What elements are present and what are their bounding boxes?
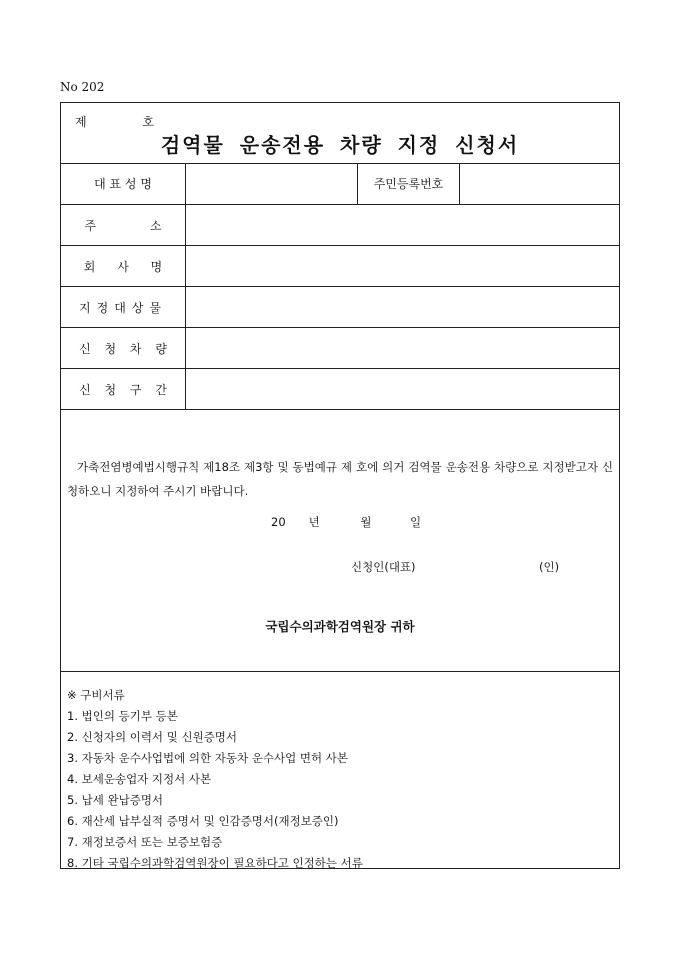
form-title: 검역물 운송전용 차량 지정 신청서: [160, 133, 520, 157]
row-company: [61, 246, 619, 287]
list-item: 8. 기타 국립수의과학검역원장이 필요하다고 인정하는 서류: [67, 856, 363, 870]
date-month-unit: 월: [360, 515, 372, 529]
list-item: 1. 법인의 등기부 등본: [67, 709, 178, 723]
target-label: 지정대상물: [61, 287, 186, 327]
list-item: 2. 신청자의 이력서 및 신원증명서: [67, 730, 238, 744]
date-day-unit: 일: [409, 515, 422, 529]
row-vehicle: [61, 328, 619, 369]
required-docs-heading: ※ 구비서류: [67, 688, 125, 702]
section-label: 신 청 구 간: [61, 369, 186, 409]
applicant-label: 신청인(대표): [351, 560, 416, 574]
date-year-unit: 년: [308, 515, 320, 529]
list-item: 7. 재정보증서 또는 보증보험증: [67, 835, 223, 849]
application-statement: [61, 409, 619, 672]
application-form: [60, 102, 620, 869]
list-item: 6. 재산세 납부실적 증명서 및 인감증명서(재정보증인): [67, 814, 339, 828]
address-field[interactable]: [186, 205, 619, 245]
resident-no-field[interactable]: [460, 163, 619, 204]
target-field[interactable]: [186, 287, 619, 327]
row-section: [61, 369, 619, 410]
vehicle-field[interactable]: [186, 328, 619, 368]
section-field[interactable]: [186, 369, 619, 409]
rep-name-label: 대 표 성 명: [61, 163, 186, 204]
statement-paragraph: 가축전염병예법시행규칙 제18조 제3항 및 동법예규 제 호에 의거 검역물 운송전용 차량으로 지정받고자 신청하오니 지정하여 주시기 바랍니다.: [67, 460, 613, 498]
address-label: 주 소: [61, 205, 186, 245]
row-representative: [61, 163, 619, 205]
row-address: [61, 205, 619, 246]
date-year: 20: [271, 515, 286, 529]
row-target: [61, 287, 619, 328]
list-item: 5. 납세 완납증명서: [67, 793, 164, 807]
form-number: No 202: [60, 80, 105, 94]
company-field[interactable]: [186, 246, 619, 286]
applicant-info-table: [61, 163, 619, 410]
addressee: 국립수의과학검역원장 귀하: [265, 619, 415, 634]
company-label: 회 사 명: [61, 246, 186, 286]
seal-label: (인): [539, 560, 560, 574]
vehicle-label: 신 청 차 량: [61, 328, 186, 368]
list-item: 4. 보세운송업자 지정서 사본: [67, 772, 212, 786]
list-item: 3. 자동차 운수사업법에 의한 자동차 운수사업 면허 사본: [67, 751, 348, 765]
document-number-label: 제 호: [75, 115, 180, 129]
required-documents: [67, 685, 607, 874]
resident-no-label: 주민등록번호: [357, 163, 460, 204]
form-header: [61, 103, 619, 164]
application-date: [271, 514, 421, 530]
